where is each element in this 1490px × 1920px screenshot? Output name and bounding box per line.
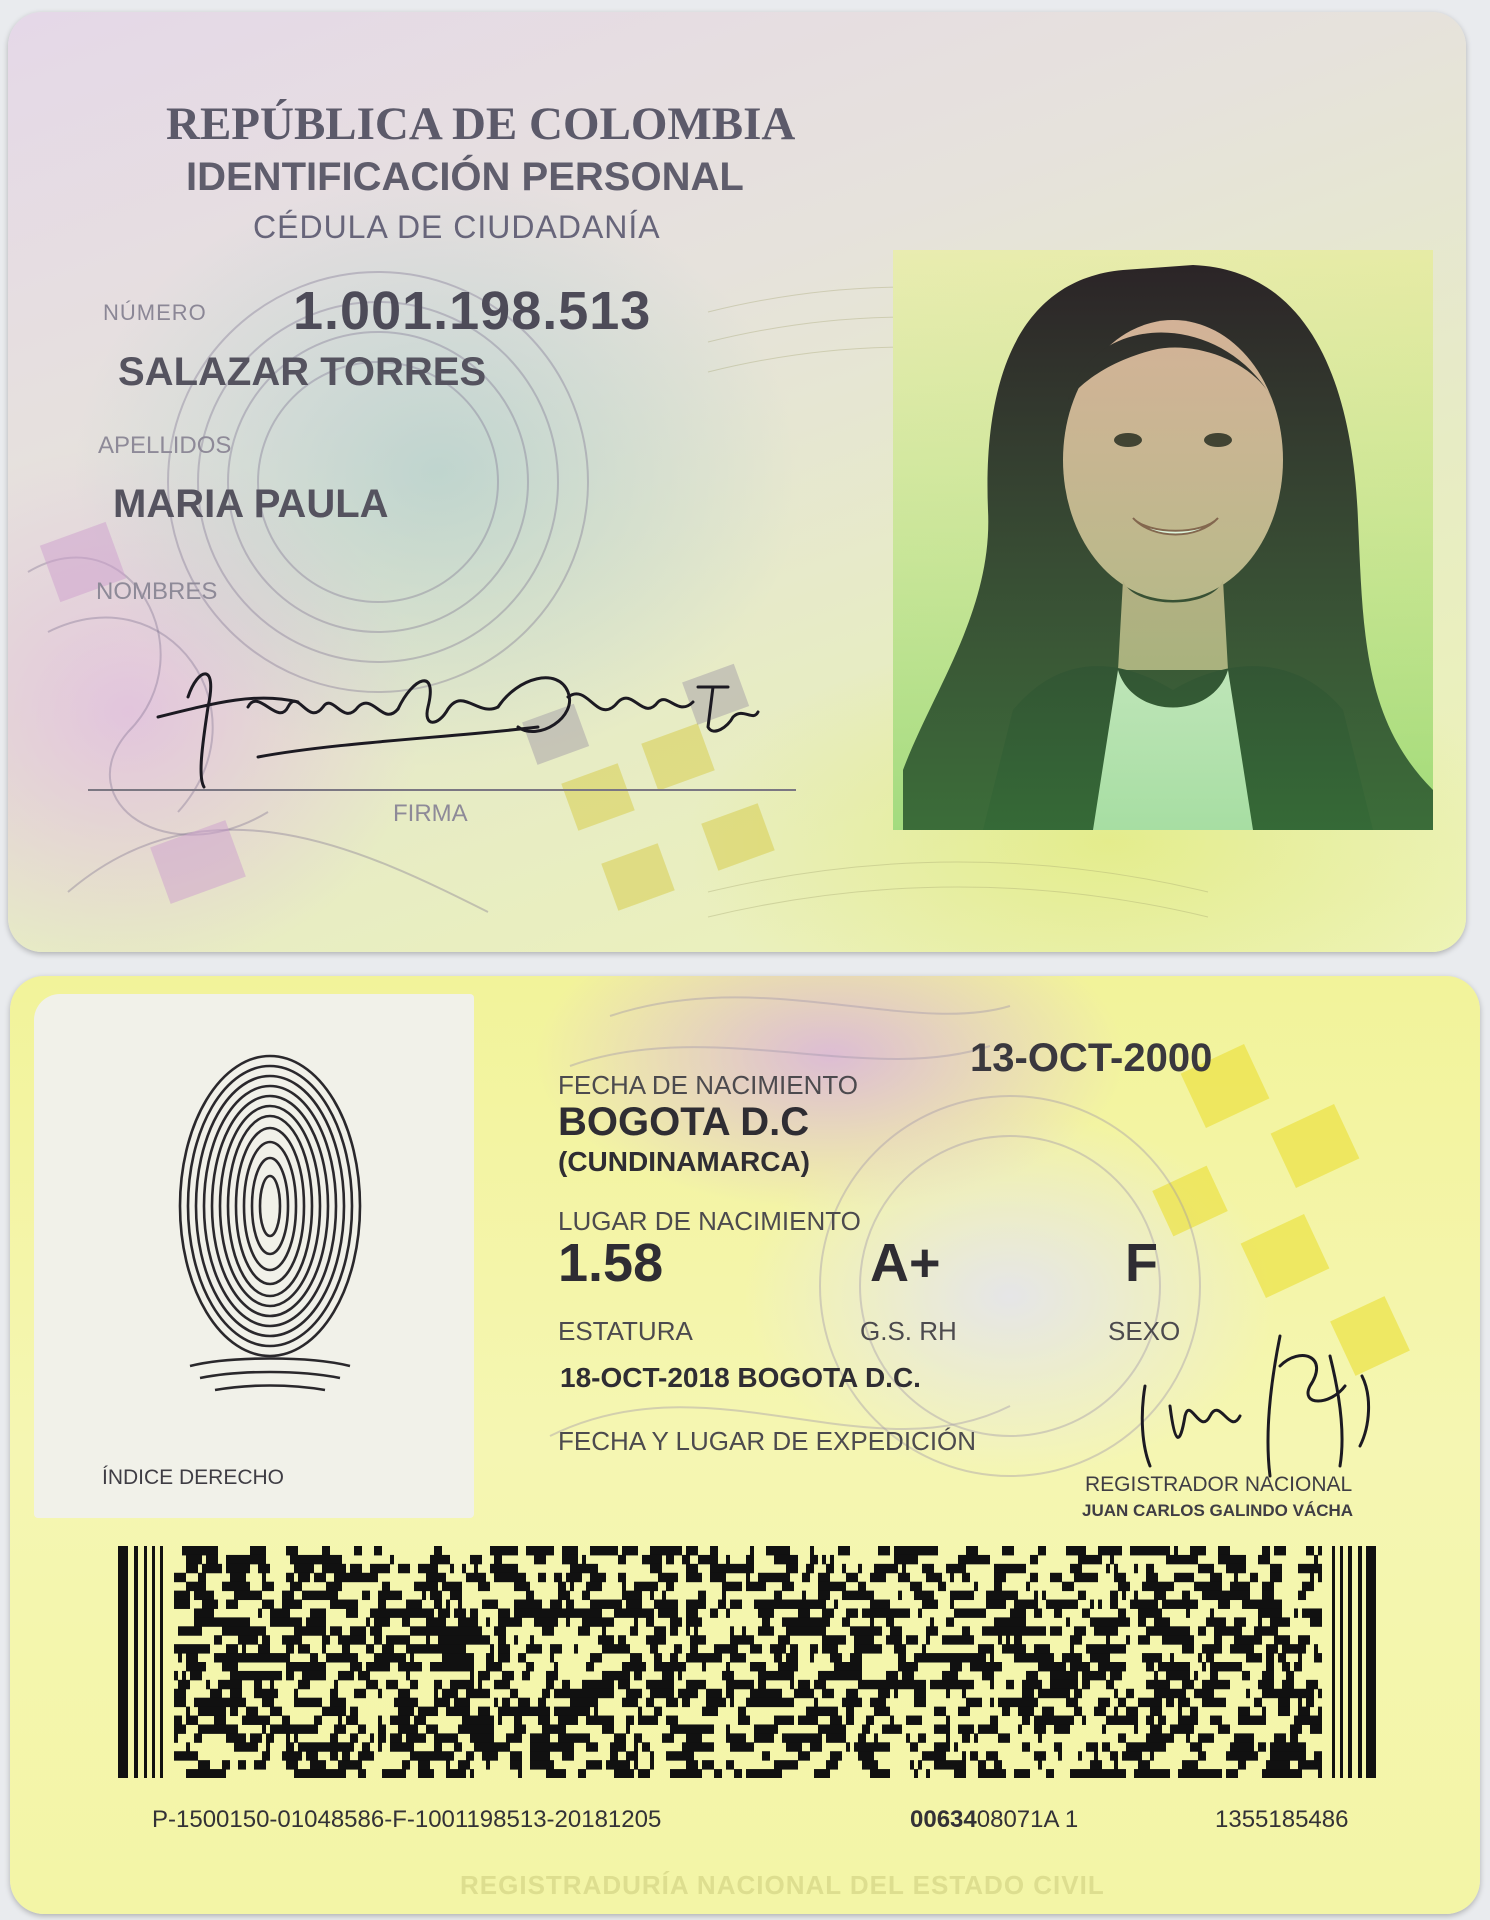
number-label: NÚMERO <box>103 300 207 325</box>
fingerprint-label: ÍNDICE DERECHO <box>102 1466 285 1489</box>
pdf417-barcode <box>118 1546 1378 1778</box>
signature-label: FIRMA <box>393 800 468 827</box>
holder-signature <box>138 647 778 797</box>
birth-place-label: LUGAR DE NACIMIENTO <box>558 1206 861 1236</box>
birth-department: (CUNDINAMARCA) <box>558 1146 810 1177</box>
registrar-signature <box>1130 1326 1390 1496</box>
code-middle-bold: 00634 <box>910 1806 977 1833</box>
id-number: 1.001.198.513 <box>293 281 652 341</box>
height: 1.58 <box>558 1233 664 1293</box>
height-label: ESTATURA <box>558 1316 693 1346</box>
birth-date-label: FECHA DE NACIMIENTO <box>558 1070 859 1100</box>
surnames: SALAZAR TORRES <box>118 350 487 394</box>
header-title: IDENTIFICACIÓN PERSONAL <box>186 155 744 199</box>
code-middle-rest: 08071A 1 <box>976 1806 1079 1833</box>
sex-label: SEXO <box>1108 1316 1181 1346</box>
registrar-name: JUAN CARLOS GALINDO VÁCHA <box>1082 1501 1354 1520</box>
blood-type-label: G.S. RH <box>860 1316 957 1346</box>
birth-date: 13-OCT-2000 <box>970 1036 1213 1080</box>
id-card-front <box>8 12 1466 952</box>
sex: F <box>1125 1233 1158 1293</box>
code-middle <box>910 1806 1078 1834</box>
given-names: MARIA PAULA <box>113 482 389 526</box>
code-left: P-1500150-01048586-F-1001198513-20181205 <box>152 1806 662 1833</box>
code-right: 1355185486 <box>1215 1806 1349 1833</box>
header-country: REPÚBLICA DE COLOMBIA <box>166 98 796 150</box>
surnames-label: APELLIDOS <box>98 432 232 459</box>
registrar-title: REGISTRADOR NACIONAL <box>1085 1473 1353 1496</box>
fingerprint-icon <box>170 1036 370 1396</box>
signature-line <box>88 789 796 791</box>
holder-photo <box>893 250 1433 830</box>
issue-date-place: 18-OCT-2018 BOGOTA D.C. <box>560 1362 921 1393</box>
blood-type: A+ <box>870 1233 941 1293</box>
given-names-label: NOMBRES <box>96 578 218 605</box>
birth-city: BOGOTA D.C <box>558 1100 810 1144</box>
footer-watermark-text: REGISTRADURÍA NACIONAL DEL ESTADO CIVIL <box>460 1870 1105 1900</box>
header-subtitle: CÉDULA DE CIUDADANÍA <box>253 209 661 245</box>
id-card-back <box>10 976 1480 1914</box>
issue-label: FECHA Y LUGAR DE EXPEDICIÓN <box>558 1426 977 1456</box>
